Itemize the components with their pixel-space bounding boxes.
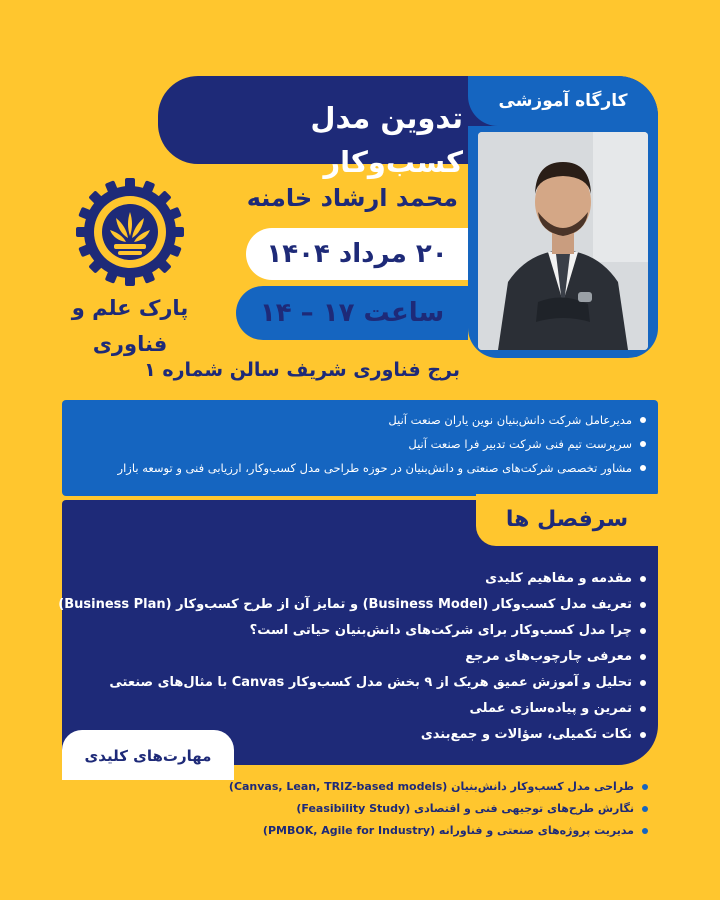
list-item: نکات تکمیلی، سؤالات و جمع‌بندی bbox=[90, 722, 648, 748]
event-venue: برج فناوری شریف سالن شماره ۱ bbox=[144, 359, 460, 381]
list-item: تحلیل و آموزش عمیق هریک از ۹ بخش مدل کسب‌وکار Canvas با مثال‌های صنعتی bbox=[90, 670, 648, 696]
syllabus-title: سرفصل ها bbox=[476, 494, 658, 546]
workshop-label: کارگاه آموزشی bbox=[468, 76, 658, 126]
list-item: معرفی چارچوب‌های مرجع bbox=[90, 644, 648, 670]
list-item: طراحی مدل کسب‌وکار دانش‌بنیان (Canvas, Lean, TRIZ-based models) bbox=[250, 776, 650, 798]
bio-list bbox=[66, 408, 648, 480]
syllabus-list bbox=[58, 566, 648, 748]
list-item: نگارش طرح‌های توجیهی فنی و اقتصادی (Feasibility Study) bbox=[250, 798, 650, 820]
person-icon bbox=[478, 132, 648, 350]
list-item: سرپرست تیم فنی شرکت تدبیر فرا صنعت آنیل bbox=[66, 432, 648, 456]
event-date: ۲۰ مرداد ۱۴۰۴ bbox=[246, 228, 468, 280]
presenter-photo bbox=[478, 132, 648, 350]
list-item: مقدمه و مفاهیم کلیدی bbox=[90, 566, 648, 592]
list-item: تعریف مدل کسب‌وکار (Business Model) و تمایز آن از طرح کسب‌وکار (Business Plan) bbox=[90, 592, 648, 618]
sharif-logo bbox=[76, 178, 184, 286]
list-item: تمرین و پیاده‌سازی عملی bbox=[90, 696, 648, 722]
list-item: مدیریت پروژه‌های صنعتی و فناورانه (PMBOK, Agile for Industry) bbox=[250, 820, 650, 842]
event-time: ساعت ۱۷ – ۱۴ bbox=[236, 286, 468, 340]
list-item: مدیرعامل شرکت دانش‌بنیان نوین یاران صنعت آنیل bbox=[66, 408, 648, 432]
science-park-name: پارک علم و فناوری bbox=[71, 296, 189, 356]
list-item: چرا مدل کسب‌وکار برای شرکت‌های دانش‌بنیان حیاتی است؟ bbox=[90, 618, 648, 644]
skills-list bbox=[228, 776, 650, 842]
sharif-seal-icon bbox=[76, 178, 184, 286]
workshop-title: تدوین مدل کسب‌وکار bbox=[310, 101, 463, 179]
presenter-name: محمد ارشاد خامنه bbox=[246, 184, 458, 212]
list-item: مشاور تخصصی شرکت‌های صنعتی و دانش‌بنیان در حوزه طراحی مدل کسب‌وکار، ارزیابی فنی و توسعه بازار bbox=[66, 456, 648, 480]
skills-title: مهارت‌های کلیدی bbox=[62, 730, 234, 780]
